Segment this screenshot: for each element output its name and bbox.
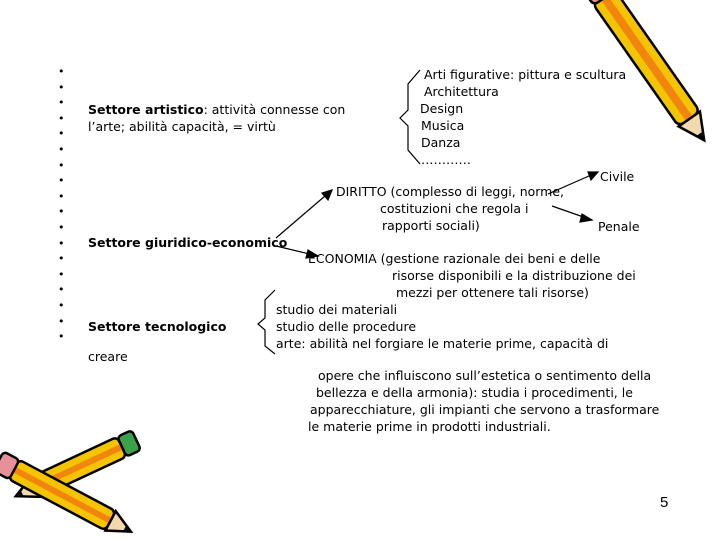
legal-label: Settore giuridico-economico xyxy=(88,235,288,250)
bullet: • xyxy=(58,174,65,188)
brace-icon xyxy=(258,290,275,354)
tech-item: studio dei materiali xyxy=(276,302,398,317)
bullet: • xyxy=(58,205,65,219)
bullet-column xyxy=(58,64,65,345)
tech-continuation: opere che influiscono sull’estetica o sentimento della xyxy=(318,368,652,383)
tech-continuation: bellezza e della armonia): studia i procedimenti, le xyxy=(316,385,633,400)
tech-label: Settore tecnologico xyxy=(88,319,227,334)
artistic-sector xyxy=(88,101,345,118)
bullet: • xyxy=(58,65,65,78)
bullet: • xyxy=(58,189,65,203)
creare-text: creare xyxy=(88,349,128,364)
bullet: • xyxy=(58,283,65,297)
penale-label: Penale xyxy=(598,219,640,234)
bullet: • xyxy=(58,111,65,125)
economia-line: mezzi per ottenere tali risorse) xyxy=(396,285,589,300)
artistic-item: ………… xyxy=(421,152,471,167)
brace-icon xyxy=(400,70,420,164)
bullet: • xyxy=(58,142,65,156)
bullet: • xyxy=(58,252,65,266)
tech-continuation: apparecchiature, gli impianti che servono a trasformare xyxy=(310,402,660,417)
diritto-line: rapporti sociali) xyxy=(382,218,480,233)
bullet: • xyxy=(58,127,65,141)
tech-item: studio delle procedure xyxy=(276,319,417,334)
bullet: • xyxy=(58,96,65,110)
diritto-line: costituzioni che regola i xyxy=(380,201,529,216)
artistic-item: Arti figurative: pittura e scultura xyxy=(424,67,627,82)
economia-line: ECONOMIA (gestione razionale dei beni e delle xyxy=(308,251,601,266)
civile-label: Civile xyxy=(600,169,635,184)
bullet: • xyxy=(58,158,65,172)
bullet: • xyxy=(58,330,65,344)
bullet: • xyxy=(58,267,65,281)
bullet: • xyxy=(58,80,65,94)
bullet: • xyxy=(58,236,65,250)
bullet: • xyxy=(58,314,65,328)
tech-item: arte: abilità nel forgiare le materie prime, capacità di xyxy=(276,336,609,351)
page-number: 5 xyxy=(660,494,669,511)
artistic-desc-line2: l’arte; abilità capacità, = virtù xyxy=(88,119,276,134)
artistic-item: Design xyxy=(420,101,464,116)
artistic-desc: : attività connesse con xyxy=(203,102,346,117)
artistic-label: Settore artistico xyxy=(88,102,204,117)
diritto-line: DIRITTO (complesso di leggi, norme, xyxy=(336,184,565,199)
artistic-item: Architettura xyxy=(424,84,499,99)
bullet: • xyxy=(58,298,65,312)
economia-line: risorse disponibili e la distribuzione dei xyxy=(392,268,636,283)
artistic-item: Musica xyxy=(421,118,465,133)
artistic-item: Danza xyxy=(421,135,461,150)
bullet: • xyxy=(58,220,65,234)
tech-continuation: le materie prime in prodotti industriali. xyxy=(308,419,551,434)
